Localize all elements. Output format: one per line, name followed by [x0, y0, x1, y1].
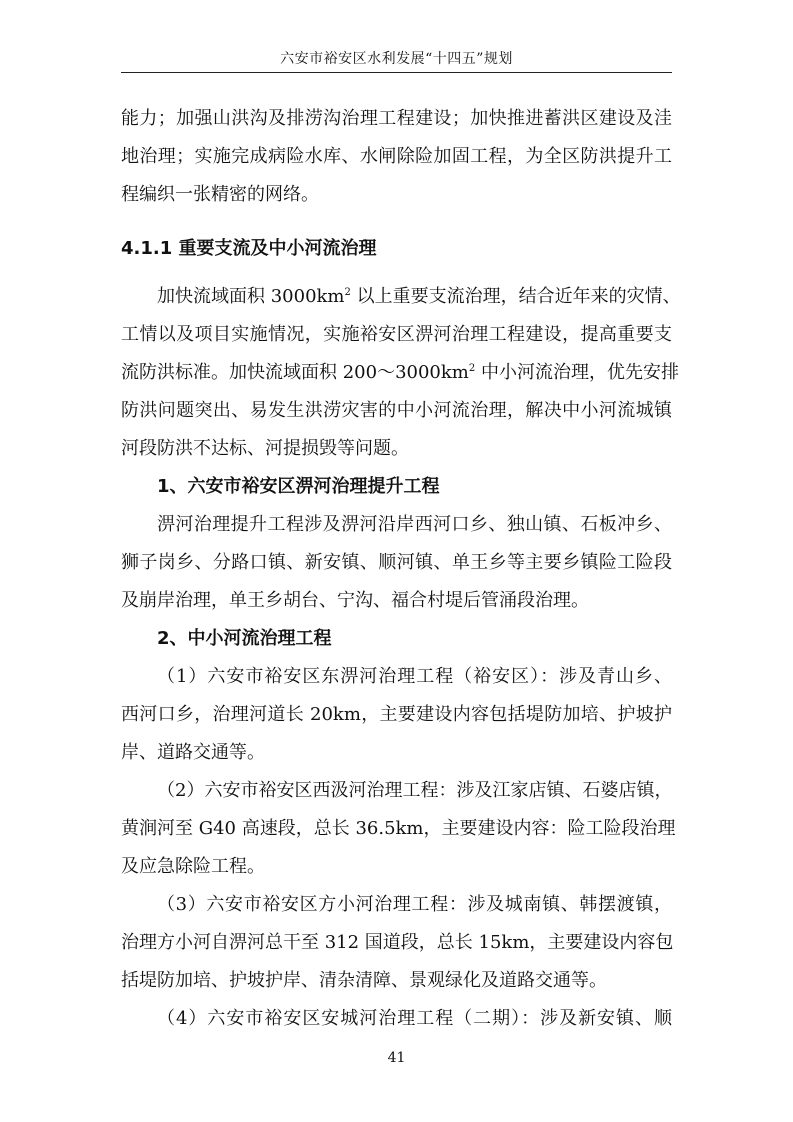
list-item-line: （1）六安市裕安区东淠河治理工程（裕安区）：涉及青山乡、 [157, 666, 672, 687]
list-item-line: （2）六安市裕安区西汲河治理工程：涉及江家店镇、石婆店镇， [157, 780, 673, 801]
body-line: 能力；加强山洪沟及排涝沟治理工程建设；加快推进蓄洪区建设及洼 [121, 108, 672, 129]
list-item-line: 黄涧河至 G40 高速段，总长 36.5km，主要建设内容：险工险段治理 [121, 818, 676, 839]
list-item-line: 治理方小河自淠河总干至 312 国道段，总长 15km，主要建设内容包 [121, 932, 674, 953]
section-heading: 4.1.1 重要支流及中小河流治理 [121, 238, 377, 259]
list-item-line: 岸、道路交通等。 [121, 742, 265, 763]
body-line: 地治理；实施完成病险水库、水闸除险加固工程，为全区防洪提升工 [121, 146, 672, 167]
body-line: 流防洪标准。加快流域面积 $200\sim 3000km^2$ 中小河流治理，优先安排 [121, 362, 679, 383]
subsection-heading: 2、中小河流治理工程 [157, 628, 332, 649]
body-line: 工情以及项目实施情况，实施裕安区淠河治理工程建设，提高重要支 [121, 324, 672, 345]
body-line: 河段防洪不达标、河提损毁等问题。 [121, 438, 409, 459]
body-line: 及崩岸治理，单王乡胡台、宁沟、福合村堤后管涌段治理。 [121, 590, 589, 611]
body-line: 防洪问题突出、易发生洪涝灾害的中小河流治理，解决中小河流城镇 [121, 400, 672, 421]
list-item-line: 西河口乡，治理河道长 20km，主要建设内容包括堤防加培、护坡护 [121, 704, 672, 725]
body-line: 淠河治理提升工程涉及淠河沿岸西河口乡、独山镇、石板冲乡、 [157, 514, 672, 535]
body-line: 加快流域面积 $3000km^2$ 以上重要支流治理，结合近年来的灾情、 [157, 286, 681, 307]
list-item-line: （4）六安市裕安区安城河治理工程（二期）：涉及新安镇、顺 [157, 1008, 672, 1029]
page-number: 41 [387, 1050, 406, 1066]
list-item-line: 括堤防加培、护坡护岸、清杂清障、景观绿化及道路交通等。 [121, 970, 607, 991]
body-line: 程编织一张精密的网络。 [121, 184, 319, 205]
subsection-heading: 1、六安市裕安区淠河治理提升工程 [157, 476, 440, 497]
list-item-line: （3）六安市裕安区方小河治理工程：涉及城南镇、韩摆渡镇， [157, 894, 672, 915]
header-divider [121, 72, 672, 73]
list-item-line: 及应急除险工程。 [121, 856, 265, 877]
body-line: 狮子岗乡、分路口镇、新安镇、顺河镇、单王乡等主要乡镇险工险段 [121, 552, 672, 573]
page-header: 六安市裕安区水利发展“十四五”规划 [280, 51, 513, 67]
